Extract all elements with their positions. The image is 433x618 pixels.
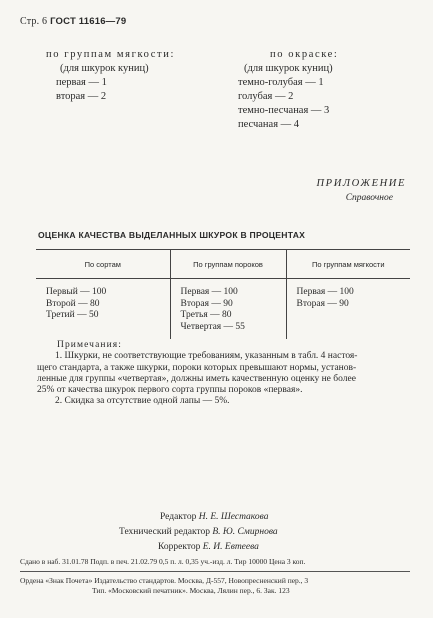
color-item: песчаная — 4: [238, 119, 300, 130]
table-cell: Третий — 50: [46, 310, 99, 320]
table-cell: Первая — 100: [296, 287, 354, 297]
note-line: 2. Скидка за отсутствие одной лапы — 5%.: [55, 396, 230, 407]
table-cell: Второй — 80: [46, 298, 100, 309]
standard-number: ГОСТ 11616—79: [50, 16, 127, 27]
softness-grading: [46, 48, 175, 104]
color-item: темно-голубая — 1: [238, 77, 324, 88]
note-line: 25% от качества шкурок первого сорта группы пороков «первая».: [37, 385, 303, 396]
softness-item: первая — 1: [56, 77, 107, 88]
note-line: 1. Шкурки, не соответствующие требованиям, указанным в табл. 4 настоя-: [55, 351, 358, 362]
page-number: Стр. 6: [20, 16, 48, 27]
color-item: голубая — 2: [238, 91, 294, 102]
editor-line: [160, 510, 268, 526]
table-header: По группам мягкости: [286, 250, 410, 279]
proofreader-line: [158, 540, 259, 556]
notes-title: Примечания:: [57, 340, 122, 350]
tech-editor-line: [119, 525, 278, 541]
softness-subtitle: (для шкурок куниц): [60, 63, 149, 74]
color-grading: [238, 48, 338, 132]
softness-item: вторая — 2: [56, 91, 107, 102]
table-cell: Четвертая — 55: [180, 321, 245, 332]
table-header: По группам пороков: [170, 250, 286, 279]
table-column-softness: [286, 279, 410, 340]
editor-role: Технический редактор: [119, 527, 210, 537]
table-cell: Третья — 80: [180, 310, 232, 320]
table-cell: Вторая — 90: [180, 298, 233, 309]
editor-role: Редактор: [160, 512, 197, 522]
softness-title: по группам мягкости:: [46, 49, 175, 60]
editor-role: Корректор: [158, 542, 201, 552]
color-subtitle: (для шкурок куниц): [244, 63, 333, 74]
imprint-divider: [20, 571, 410, 572]
editor-name: Н. Е. Шестакова: [198, 512, 269, 522]
table-cell: Первая — 100: [180, 287, 238, 297]
page-header: [20, 16, 126, 27]
appendix-subtitle: Справочное: [345, 193, 393, 203]
appendix-title: ПРИЛОЖЕНИЕ: [316, 178, 406, 189]
note-line: ленные для группы «четвертая», должны иметь качественную оценку не более: [37, 373, 356, 384]
imprint-publisher: Ордена «Знак Почета» Издательство стандартов. Москва, Д-557, Новопресненский пер., 3: [20, 576, 309, 585]
quality-table: [36, 249, 410, 339]
notes: [37, 340, 358, 408]
color-item: темно-песчаная — 3: [238, 105, 330, 116]
table-cell: Первый — 100: [46, 287, 107, 297]
editor-name: В. Ю. Смирнова: [212, 527, 278, 537]
note-line: щего стандарта, а также шкурки, пороки которых превышают нормы, установ-: [37, 362, 357, 373]
table-header: По сортам: [36, 250, 170, 279]
table-column-grades: [36, 279, 170, 340]
table-column-defects: [170, 279, 286, 340]
table-cell: Вторая — 90: [296, 298, 349, 309]
color-title: по окраске:: [270, 49, 339, 60]
imprint-print-info: Сдано в наб. 31.01.78 Подп. в печ. 21.02.79 0,5 п. л. 0,35 уч.-изд. л. Тир 10000 Цена 3 коп.: [20, 557, 306, 566]
editor-name: Е. И. Евтеева: [202, 542, 259, 552]
imprint-printer: Тип. «Московский печатник». Москва, Лялин пер., 6. Зак. 123: [92, 586, 290, 595]
section-title: ОЦЕНКА КАЧЕСТВА ВЫДЕЛАННЫХ ШКУРОК В ПРОЦЕНТАХ: [38, 230, 306, 240]
